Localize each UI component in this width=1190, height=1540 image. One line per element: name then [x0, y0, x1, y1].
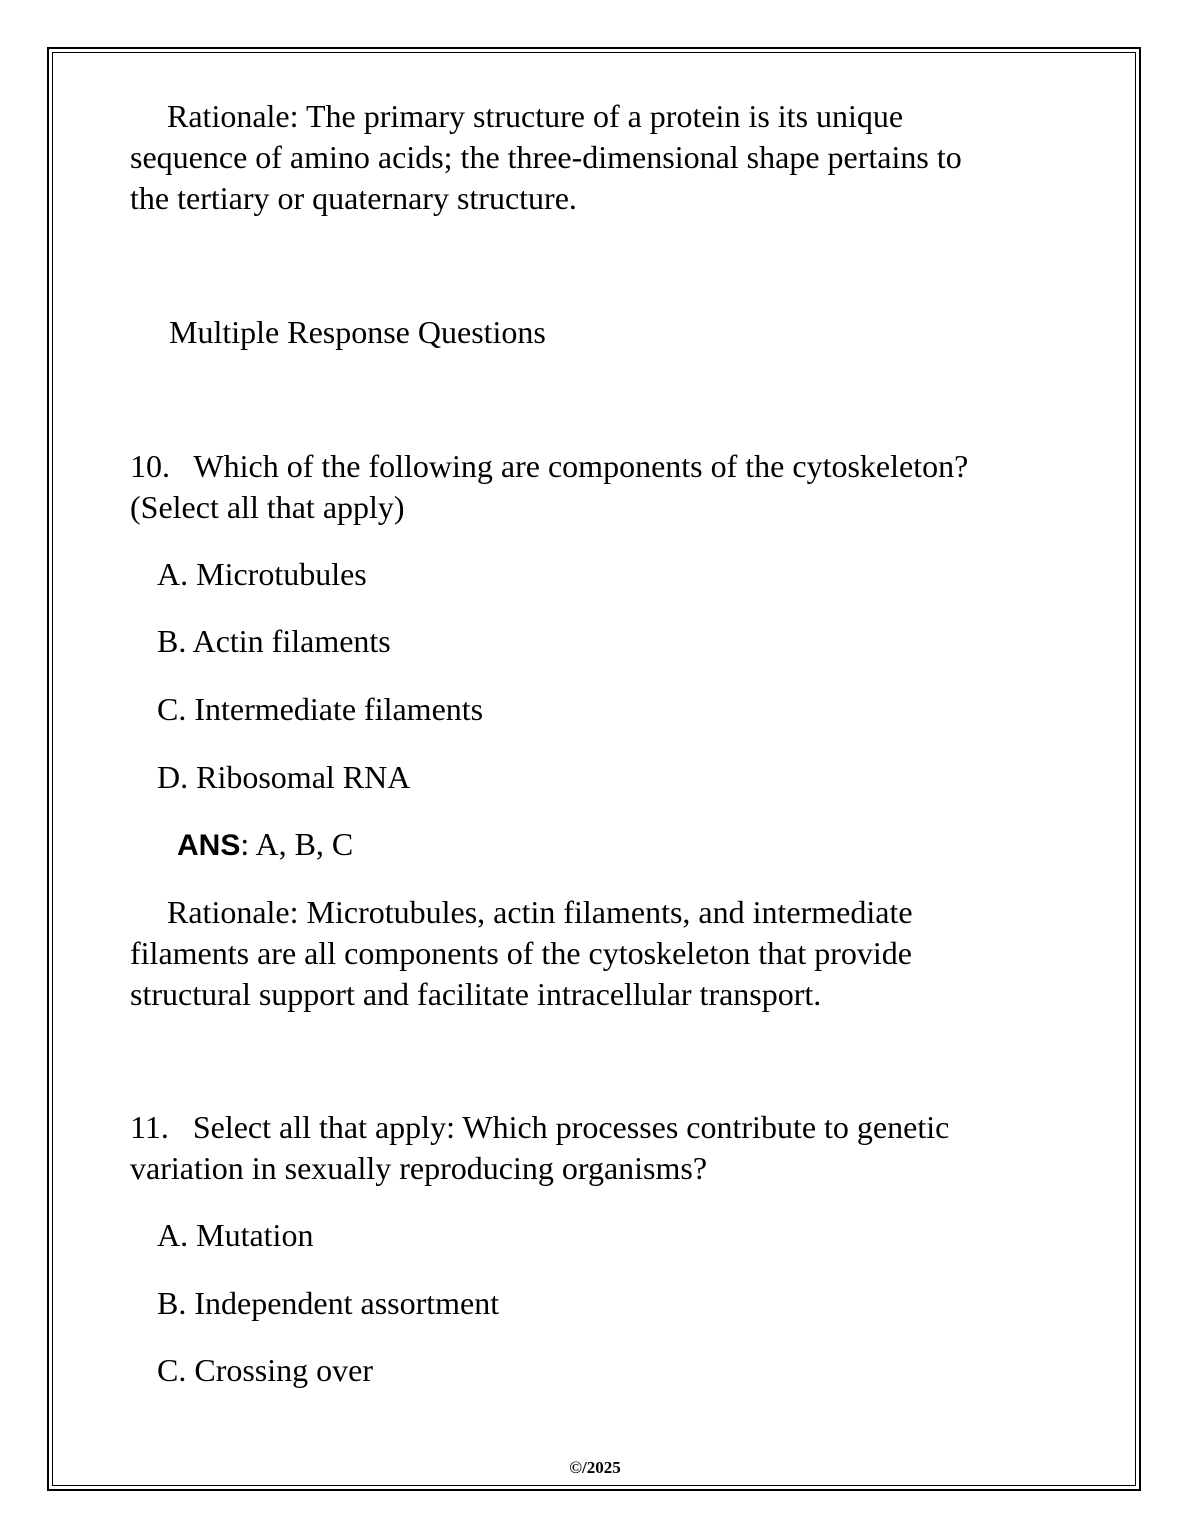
rationale-text: the tertiary or quaternary structure. [130, 180, 577, 216]
option-a: A. Mutation [157, 1217, 314, 1253]
rationale-text: sequence of amino acids; the three-dimensional shape pertains to [130, 139, 962, 175]
option-a: A. Microtubules [157, 556, 367, 592]
answer-value: : A, B, C [240, 826, 354, 862]
option-c: C. Crossing over [157, 1352, 373, 1388]
rationale-text: Rationale: The primary structure of a protein is its unique [167, 98, 904, 134]
footer-copyright: ©/2025 [569, 1458, 621, 1477]
question-11-text: 11. Select all that apply: Which processes contribute to genetic [130, 1109, 950, 1145]
rationale-text: structural support and facilitate intracellular transport. [130, 976, 822, 1012]
answer-label: ANS [177, 829, 241, 862]
question-10-text: 10. Which of the following are components of the cytoskeleton? [130, 448, 969, 484]
rationale-text: Rationale: Microtubules, actin filaments, and intermediate [167, 894, 913, 930]
option-b: B. Independent assortment [157, 1285, 500, 1321]
rationale-text: filaments are all components of the cytoskeleton that provide [130, 935, 912, 971]
answer-line [177, 824, 353, 866]
question-10-text: (Select all that apply) [130, 489, 405, 525]
option-d: D. Ribosomal RNA [157, 759, 411, 795]
option-b: B. Actin filaments [157, 623, 391, 659]
option-c: C. Intermediate filaments [157, 691, 484, 727]
section-heading: Multiple Response Questions [169, 314, 546, 350]
question-11-text: variation in sexually reproducing organisms? [130, 1150, 708, 1186]
